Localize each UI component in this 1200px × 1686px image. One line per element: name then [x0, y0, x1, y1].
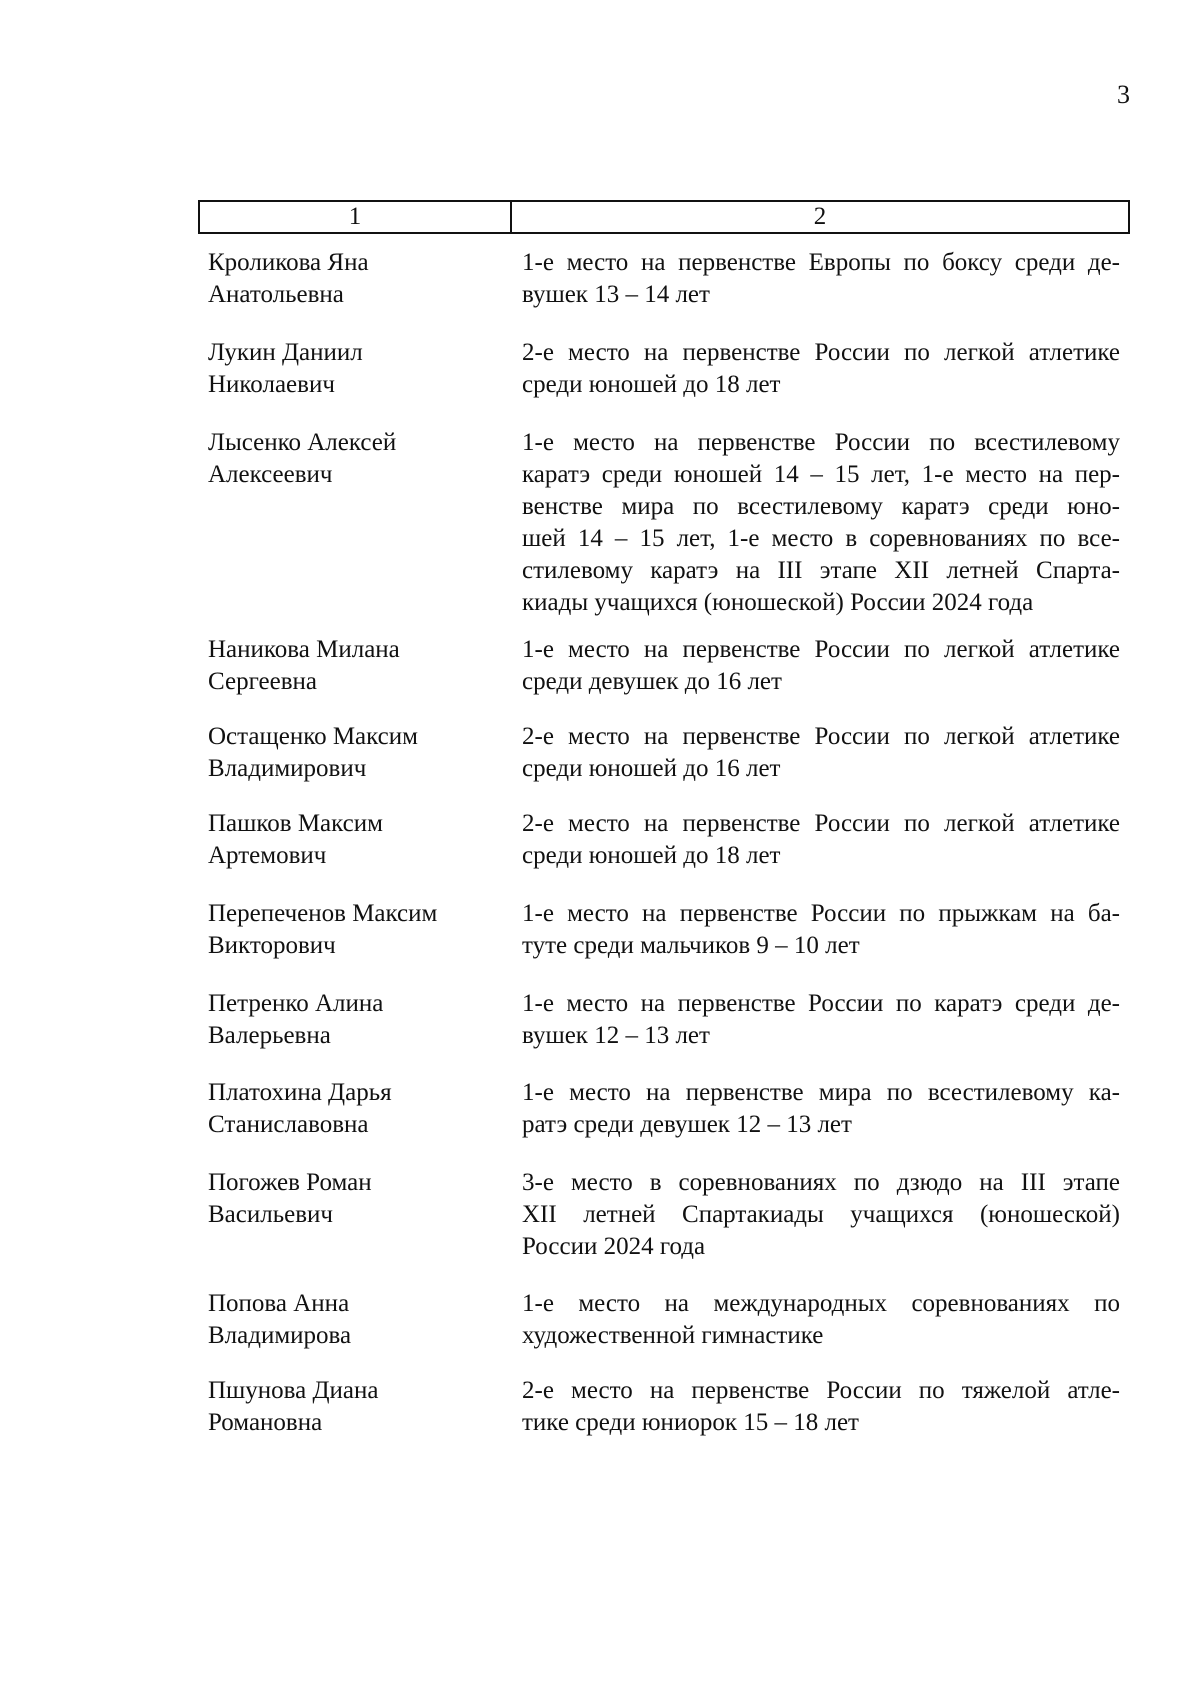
award-description-line: 1-е место на первенстве России по прыжкам на ба-: [522, 900, 1120, 927]
recipient-name-line: Сергеевна: [208, 668, 317, 695]
recipient-name: [208, 808, 508, 872]
award-description: [522, 988, 1120, 1052]
award-description-line: 2-е место на первенстве России по легкой атлетике: [522, 339, 1120, 366]
table-header-col-1: 1: [200, 202, 512, 232]
recipient-name-line: Владимирова: [208, 1322, 352, 1349]
award-description: [522, 337, 1120, 401]
award-description-line: 1-е место на международных соревнованиях по: [522, 1290, 1120, 1317]
award-description-line: ратэ среди девушек 12 – 13 лет: [522, 1111, 852, 1138]
award-description-line: 1-е место на первенстве России по легкой атлетике: [522, 636, 1120, 663]
award-description: [522, 808, 1120, 872]
recipient-name: [208, 721, 508, 785]
recipient-name-line: Николаевич: [208, 371, 335, 398]
recipient-name-line: Остащенко Максим: [208, 723, 418, 750]
award-description-line: художественной гимнастике: [522, 1322, 824, 1349]
award-description-line: киады учащихся (юношеской) России 2024 года: [522, 589, 1034, 616]
award-description-line: 2-е место на первенстве России по тяжелой атле-: [522, 1377, 1120, 1404]
recipient-name-line: Васильевич: [208, 1201, 333, 1228]
recipient-name: [208, 1375, 508, 1439]
recipient-name-line: Лысенко Алексей: [208, 429, 397, 456]
recipient-name-line: Погожев Роман: [208, 1169, 372, 1196]
recipient-name-line: Пашков Максим: [208, 810, 383, 837]
award-description: [522, 634, 1120, 698]
award-description: [522, 1375, 1120, 1439]
recipient-name-line: Артемович: [208, 842, 327, 869]
award-description-line: среди юношей до 18 лет: [522, 371, 781, 398]
award-description-line: вушек 13 – 14 лет: [522, 281, 710, 308]
recipient-name: [208, 634, 508, 698]
recipient-name-line: Анатольевна: [208, 281, 344, 308]
award-description-line: 2-е место на первенстве России по легкой атлетике: [522, 723, 1120, 750]
award-description: [522, 721, 1120, 785]
recipient-name: [208, 1167, 508, 1231]
award-description-line: 1-е место на первенстве России по каратэ среди де-: [522, 990, 1120, 1017]
award-description-line: 3-е место в соревнованиях по дзюдо на III этапе: [522, 1169, 1120, 1196]
award-description: [522, 898, 1120, 962]
award-description-line: каратэ среди юношей 14 – 15 лет, 1-е место на пер-: [522, 461, 1120, 488]
award-description-line: венстве мира по всестилевому каратэ среди юно-: [522, 493, 1120, 520]
recipient-name: [208, 898, 508, 962]
recipient-name-line: Перепеченов Максим: [208, 900, 438, 927]
recipient-name-line: Наникова Милана: [208, 636, 400, 663]
award-description: [522, 1077, 1120, 1141]
award-description-line: XII летней Спартакиады учащихся (юношеской): [522, 1201, 1120, 1228]
award-description: [522, 247, 1120, 311]
recipient-name-line: Станиславовна: [208, 1111, 369, 1138]
recipient-name-line: Попова Анна: [208, 1290, 350, 1317]
recipient-name-line: Петренко Алина: [208, 990, 384, 1017]
recipient-name: [208, 427, 508, 491]
award-description-line: туте среди мальчиков 9 – 10 лет: [522, 932, 860, 959]
recipient-name-line: Платохина Дарья: [208, 1079, 392, 1106]
recipient-name: [208, 247, 508, 311]
award-description-line: России 2024 года: [522, 1233, 706, 1260]
recipient-name: [208, 1288, 508, 1352]
recipient-name-line: Лукин Даниил: [208, 339, 363, 366]
award-description-line: тике среди юниорок 15 – 18 лет: [522, 1409, 859, 1436]
recipient-name: [208, 1077, 508, 1141]
recipient-name-line: Романовна: [208, 1409, 323, 1436]
table-header-col-2: 2: [813, 203, 827, 230]
award-description-line: шей 14 – 15 лет, 1-е место в соревнованиях по все-: [522, 525, 1120, 552]
recipient-name-line: Алексеевич: [208, 461, 333, 488]
award-description-line: вушек 12 – 13 лет: [522, 1022, 710, 1049]
award-description-line: 1-е место на первенстве Европы по боксу среди де-: [522, 249, 1120, 276]
award-description: [522, 427, 1120, 619]
recipient-name: [208, 988, 508, 1052]
award-description-line: 1-е место на первенстве России по всестилевому: [522, 429, 1120, 456]
award-description: [522, 1167, 1120, 1263]
recipient-name-line: Викторович: [208, 932, 336, 959]
recipient-name-line: Владимирович: [208, 755, 367, 782]
award-description-line: 1-е место на первенстве мира по всестилевому ка-: [522, 1079, 1120, 1106]
recipient-name: [208, 337, 508, 401]
recipient-name-line: Валерьевна: [208, 1022, 331, 1049]
award-description-line: среди девушек до 16 лет: [522, 668, 782, 695]
award-description-line: среди юношей до 18 лет: [522, 842, 781, 869]
award-description-line: среди юношей до 16 лет: [522, 755, 781, 782]
award-description: [522, 1288, 1120, 1352]
award-description-line: 2-е место на первенстве России по легкой атлетике: [522, 810, 1120, 837]
page-number: 3: [1117, 80, 1130, 109]
recipient-name-line: Кроликова Яна: [208, 249, 369, 276]
award-description-line: стилевому каратэ на III этапе XII летней Спарта-: [522, 557, 1120, 584]
recipient-name-line: Пшунова Диана: [208, 1377, 379, 1404]
